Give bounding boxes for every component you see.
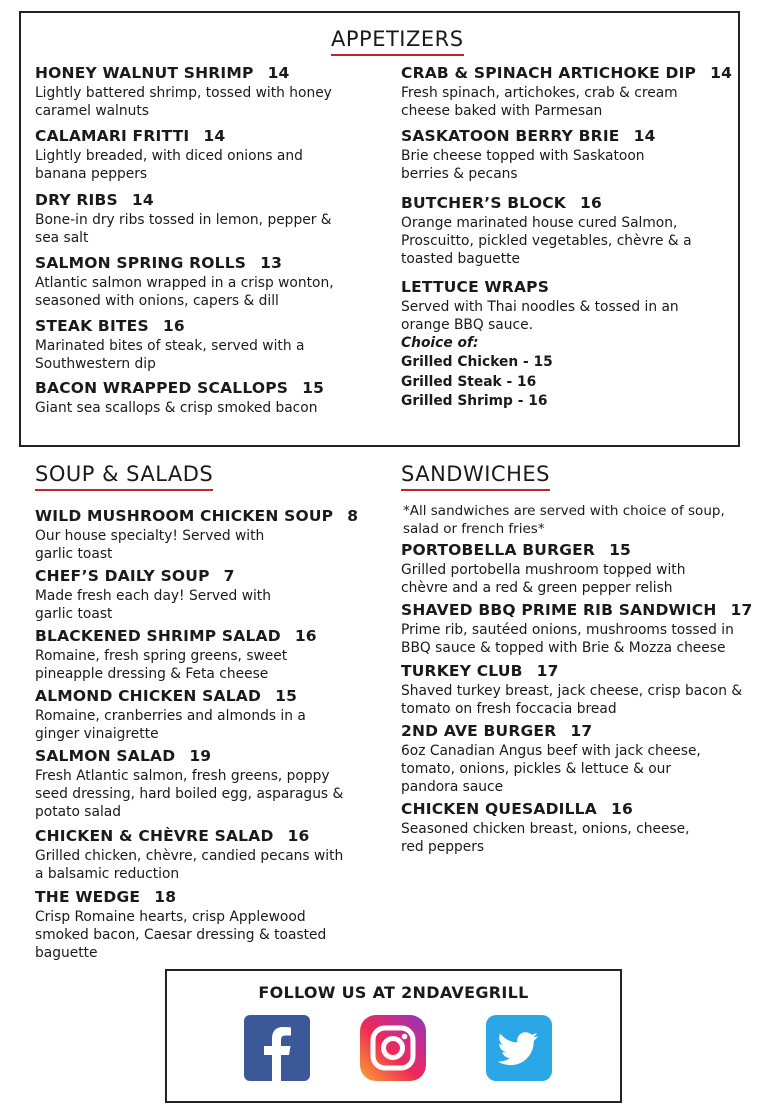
item-price: 17 [536,662,559,680]
item-description: Atlantic salmon wrapped in a crisp wonton, seasoned with onions, capers & dill [35,275,334,309]
item-price: 14 [131,191,154,209]
menu-item [401,64,746,120]
item-description: Fresh Atlantic salmon, fresh greens, poppy seed dressing, hard boiled egg, asparagus & potato salad [35,768,344,820]
item-name: BUTCHER’S BLOCK [401,194,566,212]
item-description: Crisp Romaine hearts, crisp Applewood smoked bacon, Caesar dressing & toasted baguette [35,909,327,961]
menu-item [401,662,746,718]
menu-item [35,888,380,962]
item-name: HONEY WALNUT SHRIMP [35,64,254,82]
item-name: PORTOBELLA BURGER [401,541,596,559]
appetizers-heading: APPETIZERS [331,27,464,56]
item-description: Lightly battered shrimp, tossed with honey caramel walnuts [35,85,332,119]
item-price: 17 [730,601,753,619]
facebook-icon[interactable] [244,1015,310,1081]
item-name: SALMON SALAD [35,747,176,765]
item-description: Brie cheese topped with Saskatoon berries & pecans [401,148,645,182]
item-description: Giant sea scallops & crisp smoked bacon [35,400,318,416]
item-price: 14 [710,64,733,82]
item-name: BLACKENED SHRIMP SALAD [35,627,281,645]
menu-item [35,64,380,120]
item-price: 18 [154,888,177,906]
item-price: 16 [287,827,310,845]
menu-item [35,747,380,821]
item-description: Romaine, cranberries and almonds in a ginger vinaigrette [35,708,306,742]
twitter-glyph [486,1015,552,1081]
item-price: 15 [302,379,325,397]
instagram-icon[interactable] [360,1015,426,1081]
item-name: SASKATOON BERRY BRIE [401,127,620,145]
menu-item [401,127,746,183]
sandwiches-note: *All sandwiches are served with choice of soup, salad or french fries* [403,503,725,537]
item-description: Shaved turkey breast, jack cheese, crisp bacon & tomato on fresh foccacia bread [401,683,743,717]
menu-item [35,317,380,373]
menu-item [401,800,746,856]
item-name: 2ND AVE BURGER [401,722,557,740]
item-price: 16 [162,317,185,335]
item-name: SALMON SPRING ROLLS [35,254,247,272]
item-price: 19 [189,747,212,765]
item-description: Orange marinated house cured Salmon, Proscuitto, pickled vegetables, chèvre & a toasted baguette [401,215,692,267]
menu-item [35,687,380,743]
item-name: TURKEY CLUB [401,662,523,680]
item-name: STEAK BITES [35,317,149,335]
soup-salads-heading: SOUP & SALADS [35,462,213,491]
item-description: Served with Thai noodles & tossed in an orange BBQ sauce. [401,299,679,333]
menu-item [35,191,380,247]
item-price: 15 [275,687,298,705]
item-description: Bone-in dry ribs tossed in lemon, pepper & sea salt [35,212,332,246]
item-name: CHICKEN QUESADILLA [401,800,597,818]
choice-option: Grilled Chicken - 15 [401,354,553,370]
item-description: Seasoned chicken breast, onions, cheese, red peppers [401,821,690,855]
menu-item [35,627,380,683]
sandwiches-heading: SANDWICHES [401,462,550,491]
choice-option: Grilled Steak - 16 [401,373,537,390]
item-name: DRY RIBS [35,191,118,209]
item-name: BACON WRAPPED SCALLOPS [35,379,289,397]
menu-item [35,254,380,310]
item-price: 16 [294,627,317,645]
menu-item [401,722,746,796]
menu-item [401,194,746,268]
item-description: Grilled portobella mushroom topped with chèvre and a red & green pepper relish [401,562,686,596]
item-price: 7 [223,567,235,585]
choice-label: Choice of: [401,335,479,351]
facebook-glyph [244,1015,310,1081]
item-description: Lightly breaded, with diced onions and banana peppers [35,148,303,182]
item-name: WILD MUSHROOM CHICKEN SOUP [35,507,334,525]
menu-item [401,278,746,412]
menu-item [401,541,746,597]
item-description: Romaine, fresh spring greens, sweet pineapple dressing & Feta cheese [35,648,288,682]
item-description: Made fresh each day! Served with garlic toast [35,588,271,622]
item-description: Marinated bites of steak, served with a Southwestern dip [35,338,305,372]
choice-option: Grilled Shrimp - 16 [401,393,548,409]
item-price: 15 [609,541,632,559]
menu-item [35,507,380,563]
instagram-glyph [360,1015,426,1081]
item-price: 8 [347,507,359,525]
item-name: ALMOND CHICKEN SALAD [35,687,262,705]
item-description: Our house specialty! Served with garlic toast [35,528,265,562]
item-name: CALAMARI FRITTI [35,127,190,145]
item-name: CHICKEN & CHÈVRE SALAD [35,827,274,845]
follow-us-text: FOLLOW US AT 2NDAVEGRILL [258,983,529,1002]
item-price: 13 [260,254,283,272]
item-description: 6oz Canadian Angus beef with jack cheese, tomato, onions, pickles & lettuce & our pandora sauce [401,743,701,795]
item-description: Prime rib, sautéed onions, mushrooms tossed in BBQ sauce & topped with Brie & Mozza cheese [401,622,734,656]
item-price: 14 [633,127,656,145]
item-name: CHEF’S DAILY SOUP [35,567,210,585]
item-price: 17 [570,722,593,740]
item-description: Grilled chicken, chèvre, candied pecans with a balsamic reduction [35,848,344,882]
item-description: Fresh spinach, artichokes, crab & cream cheese baked with Parmesan [401,85,678,119]
menu-item [35,567,380,623]
menu-item [35,127,380,183]
item-price: 14 [267,64,290,82]
menu-item [401,601,753,657]
twitter-icon[interactable] [486,1015,552,1081]
item-price: 16 [580,194,602,212]
item-price: 14 [203,127,226,145]
item-name: CRAB & SPINACH ARTICHOKE DIP [401,64,697,82]
item-price: 16 [610,800,633,818]
item-name: SHAVED BBQ PRIME RIB SANDWICH [401,601,717,619]
menu-item [35,827,380,883]
menu-item [35,379,380,417]
item-name: THE WEDGE [35,888,141,906]
item-name: LETTUCE WRAPS [401,278,550,296]
